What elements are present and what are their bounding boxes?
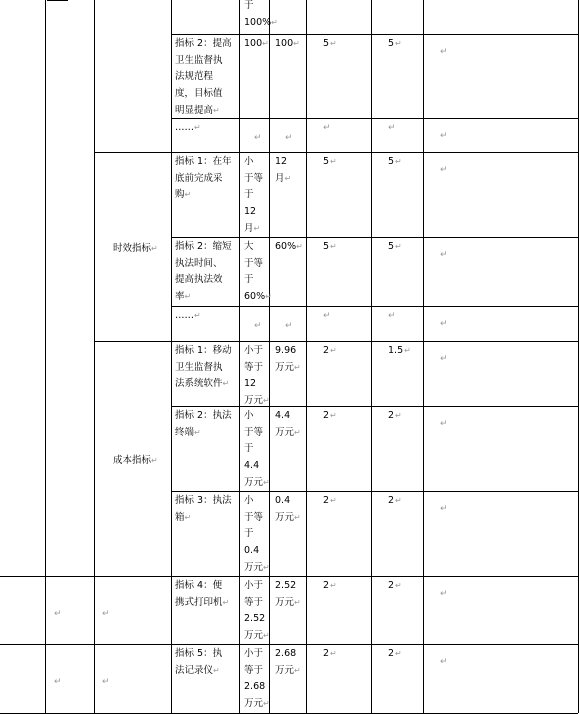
target-value [244, 408, 270, 491]
obtained-score-text: 1.5 [388, 345, 404, 356]
indicator-name-line: 指标 3：执法 [175, 495, 232, 506]
paragraph-mark: ↵ [330, 39, 337, 48]
paragraph-mark: ↵ [151, 244, 158, 253]
note-cell-text: ↵ [440, 131, 448, 141]
actual-value-line: 0.4 [275, 495, 291, 506]
cell-border-v [171, 0, 172, 713]
paragraph-mark: ↵ [330, 411, 337, 420]
weight-score [323, 154, 337, 170]
category-label-timeliness [113, 240, 158, 254]
indicator-name-line: 法记录仪↵ [175, 664, 220, 676]
weight-score [323, 408, 337, 424]
actual-value [285, 318, 293, 334]
obtained-score-text: 2 [388, 580, 395, 591]
indicator-name [175, 36, 232, 119]
indicator-name-line: 底前完成采 [175, 172, 223, 184]
paragraph-mark: ↵ [294, 665, 301, 675]
indicator-name [175, 408, 232, 441]
obtained-score [388, 36, 402, 52]
target-value-line: 大 [244, 241, 254, 252]
indicator-name-line: ……↵ [175, 310, 201, 321]
paragraph-mark: ↵ [263, 631, 270, 641]
left-cell-mark-text: ↵ [54, 677, 62, 687]
target-value-line: 万元↵ [244, 395, 270, 407]
paragraph-mark: ↵ [213, 105, 220, 115]
cell-border-h [171, 237, 578, 238]
indicator-name-line: 指标 2：执法 [175, 410, 232, 421]
target-value-line: 小于 [244, 345, 264, 356]
indicator-name-line: 指标 4：便 [175, 580, 223, 591]
note-cell-text: ↵ [440, 250, 448, 260]
target-value-line: 于 [244, 443, 254, 455]
actual-value [275, 343, 301, 376]
paragraph-mark: ↵ [263, 477, 270, 487]
indicator-name-line: 率↵ [175, 291, 192, 303]
paragraph-mark: ↵ [222, 597, 230, 607]
indicator-name [175, 120, 201, 137]
paragraph-mark: ↵ [395, 157, 402, 166]
target-value-line: 等于 [244, 664, 264, 676]
note-cell [440, 501, 448, 517]
note-cell-text: ↵ [440, 657, 448, 667]
indicator-name-line: 明显提高↵ [175, 104, 220, 116]
weight-score-text: 5 [323, 241, 330, 252]
cell-border-v [239, 0, 240, 713]
actual-value-line: 9.96 [275, 345, 297, 356]
note-cell-text: ↵ [440, 589, 448, 599]
target-value [244, 578, 270, 645]
target-value-line: 60%↵ [244, 291, 272, 303]
obtained-score [388, 408, 402, 424]
paragraph-mark: ↵ [194, 311, 201, 320]
indicator-name-line: 法系统软件↵ [175, 378, 230, 390]
paragraph-mark: ↵ [294, 597, 301, 607]
note-cell [440, 416, 448, 432]
indicator-name-line: 提高执法效 [175, 274, 223, 286]
note-cell [440, 44, 448, 60]
left-cell-mark [102, 674, 110, 690]
left-cell-mark [54, 674, 62, 690]
paragraph-mark: ↵ [395, 411, 402, 420]
weight-score [323, 493, 337, 509]
target-value [244, 239, 272, 306]
indicator-name-line: 卫生监督执 [175, 54, 223, 66]
target-value-line: 100↵ [244, 38, 269, 49]
category-label-text: 成本指标 [113, 455, 152, 466]
cell-border-h [171, 118, 578, 119]
top-cell-edge [47, 0, 68, 1]
indicator-name [175, 343, 232, 393]
obtained-score [388, 120, 396, 136]
paragraph-mark: ↵ [296, 242, 303, 251]
target-value-line: 2.68 [244, 681, 266, 693]
indicator-name-line: ……↵ [175, 122, 201, 133]
target-value [254, 130, 262, 146]
target-value-line: 小 [244, 495, 254, 506]
weight-score-text: 2 [323, 580, 330, 591]
weight-score [323, 343, 337, 359]
weight-score [323, 239, 337, 255]
paragraph-mark: ↵ [265, 292, 272, 302]
cell-border-h [171, 491, 578, 492]
actual-value-line: 月↵ [275, 172, 292, 184]
paragraph-mark: ↵ [184, 512, 192, 522]
indicator-name [175, 154, 232, 204]
indicator-name-line: 指标 5：执 [175, 648, 223, 659]
target-value [244, 154, 263, 237]
target-value-line: 万元↵ [244, 476, 270, 488]
actual-value-line: 60%↵ [275, 241, 303, 252]
paragraph-mark: ↵ [395, 649, 402, 658]
cell-border-h [171, 341, 578, 342]
weight-score-text: 2 [323, 495, 330, 506]
actual-value [275, 154, 291, 187]
weight-score-text: 5 [323, 156, 330, 167]
paragraph-mark: ↵ [330, 346, 337, 355]
paragraph-mark: ↵ [263, 562, 270, 572]
actual-value-line: 12 [275, 156, 288, 167]
note-cell-text: ↵ [440, 504, 448, 514]
paragraph-mark: ↵ [293, 39, 300, 48]
target-value-text: ↵ [254, 321, 262, 331]
obtained-score [388, 578, 402, 594]
indicator-name-line: 指标 1：在年 [175, 156, 232, 167]
obtained-score [388, 646, 402, 662]
paragraph-mark: ↵ [294, 512, 301, 522]
weight-score [323, 308, 331, 324]
target-value-line: 12 [244, 206, 257, 218]
paragraph-mark: ↵ [330, 242, 337, 251]
obtained-score-text: 5 [388, 38, 395, 49]
cell-border-v [94, 0, 95, 713]
actual-value-line: 万元↵ [275, 596, 301, 608]
actual-value [275, 36, 300, 53]
cell-border-v [423, 0, 424, 576]
left-cell-mark-text: ↵ [102, 609, 110, 619]
target-value-line: 小 [244, 410, 254, 421]
indicator-name [175, 308, 201, 325]
target-value-line: 12 [244, 378, 257, 390]
obtained-score-text: 5 [388, 156, 395, 167]
target-value-line: 100%↵ [244, 16, 278, 28]
obtained-score [388, 343, 411, 359]
actual-value-line: 万元↵ [275, 511, 301, 523]
obtained-score-text: ↵ [388, 123, 396, 133]
indicator-name-line: 法规范程 [175, 71, 214, 83]
paragraph-mark: ↵ [213, 665, 220, 675]
target-value-line: 于 [244, 0, 254, 11]
obtained-score [388, 308, 396, 324]
paragraph-mark: ↵ [294, 427, 301, 437]
actual-value-line: 100↵ [275, 38, 300, 49]
obtained-score-text: 5 [388, 241, 395, 252]
left-cell-mark [102, 606, 110, 622]
target-value-line: 2.52 [244, 613, 266, 625]
cell-border-h [171, 34, 578, 35]
actual-value [275, 578, 301, 611]
row-divider [0, 644, 578, 645]
target-value-line: 于等 [244, 172, 264, 184]
actual-value-line: 万元↵ [275, 664, 301, 676]
obtained-score [388, 493, 402, 509]
paragraph-mark: ↵ [222, 379, 230, 389]
indicator-name-line: 执法时间、 [175, 257, 223, 269]
obtained-score-text: 2 [388, 495, 395, 506]
target-value [244, 493, 270, 576]
weight-score [323, 36, 337, 52]
cell-border-h [171, 306, 578, 307]
paragraph-mark: ↵ [271, 17, 278, 27]
cell-border-v [371, 0, 372, 576]
weight-score [323, 646, 337, 662]
obtained-score [388, 154, 402, 170]
paragraph-mark: ↵ [330, 157, 337, 166]
indicator-name-line: 指标 2：提高 [175, 38, 232, 49]
category-divider [94, 152, 171, 153]
paragraph-mark: ↵ [395, 242, 402, 251]
actual-value-text: ↵ [285, 321, 293, 331]
indicator-name-line: 指标 2：缩短 [175, 241, 232, 252]
left-cell-mark [54, 606, 62, 622]
obtained-score-text: 2 [388, 648, 395, 659]
target-value [244, 343, 270, 410]
note-cell [440, 128, 448, 144]
target-value-line: 万元↵ [244, 630, 270, 642]
target-value [254, 318, 262, 334]
category-label-cost [113, 452, 158, 466]
target-value-line: 于 [244, 189, 254, 201]
paragraph-mark: ↵ [184, 190, 192, 200]
target-value-text: ↵ [254, 133, 262, 143]
target-value-line: 小于 [244, 648, 264, 659]
target-value-line: 万元↵ [244, 561, 270, 573]
note-cell [440, 351, 448, 367]
target-value-line: 等于 [244, 596, 264, 608]
note-cell [440, 316, 448, 332]
note-cell [440, 247, 448, 263]
indicator-name-line: 携式打印机↵ [175, 596, 230, 608]
target-value-line: 小 [244, 156, 254, 167]
paragraph-mark: ↵ [194, 427, 201, 437]
target-value-line: 小于 [244, 580, 264, 591]
target-value-line: 月↵ [244, 222, 261, 234]
target-value-line: 于等 [244, 511, 264, 523]
target-value-line: 等于 [244, 361, 264, 373]
actual-value-line: 4.4 [275, 410, 291, 421]
target-value-line: 4.4 [244, 460, 260, 472]
paragraph-mark: ↵ [262, 39, 269, 48]
weight-score-text: 2 [323, 648, 330, 659]
weight-score-text: 2 [323, 410, 330, 421]
indicator-name-line: 终端↵ [175, 426, 201, 438]
note-cell-text: ↵ [440, 319, 448, 329]
target-value-line: 0.4 [244, 545, 260, 557]
paragraph-mark: ↵ [395, 39, 402, 48]
left-cell-mark-text: ↵ [54, 609, 62, 619]
indicator-name [175, 239, 232, 306]
cell-border-v [45, 0, 46, 713]
target-value-line: 于等 [244, 426, 264, 438]
actual-value-line: 2.52 [275, 580, 297, 591]
paragraph-mark: ↵ [395, 496, 402, 505]
target-value-line: 于等 [244, 257, 264, 269]
paragraph-mark: ↵ [263, 396, 270, 406]
note-cell [440, 654, 448, 670]
paragraph-mark: ↵ [263, 699, 270, 709]
paragraph-mark: ↵ [404, 346, 411, 355]
indicator-name [175, 646, 222, 679]
left-cell-mark-text: ↵ [102, 677, 110, 687]
weight-score [323, 120, 331, 136]
target-value [244, 0, 278, 31]
note-cell-text: ↵ [440, 419, 448, 429]
actual-value [275, 493, 301, 526]
indicator-name [175, 578, 229, 611]
row-divider [0, 576, 578, 577]
target-value [244, 36, 269, 53]
weight-score [323, 578, 337, 594]
paragraph-mark: ↵ [330, 496, 337, 505]
target-value [244, 646, 270, 713]
target-value-line: 于 [244, 528, 254, 540]
target-value-line: 万元↵ [244, 698, 270, 710]
weight-score-text: 2 [323, 345, 330, 356]
category-divider [94, 341, 171, 342]
note-cell [440, 162, 448, 178]
paragraph-mark: ↵ [395, 581, 402, 590]
obtained-score [388, 239, 402, 255]
actual-value [275, 408, 301, 441]
weight-score-text: ↵ [323, 123, 331, 133]
actual-value-text: ↵ [285, 133, 293, 143]
indicator-name-line: 指标 1：移动 [175, 345, 232, 356]
weight-score-text: ↵ [323, 311, 331, 321]
actual-value [275, 239, 303, 256]
indicator-name-line: 箱↵ [175, 511, 192, 523]
paragraph-mark: ↵ [184, 292, 192, 302]
weight-score-text: 5 [323, 38, 330, 49]
target-value-line: 于 [244, 274, 254, 286]
indicator-name-line: 度，目标值 [175, 88, 223, 100]
actual-value [285, 130, 293, 146]
actual-value-line: 万元↵ [275, 361, 301, 373]
indicator-name-line: 卫生监督执 [175, 361, 223, 373]
actual-value-line: 2.68 [275, 648, 297, 659]
obtained-score-text: 2 [388, 410, 395, 421]
indicator-name-line: 购↵ [175, 189, 192, 201]
note-cell-text: ↵ [440, 47, 448, 57]
category-label-text: 时效指标 [113, 243, 152, 254]
actual-value-line: 万元↵ [275, 426, 301, 438]
cell-border-v [306, 0, 307, 576]
indicator-name [175, 493, 232, 526]
actual-value [275, 646, 301, 679]
paragraph-mark: ↵ [194, 123, 201, 132]
paragraph-mark: ↵ [294, 362, 301, 372]
paragraph-mark: ↵ [284, 173, 292, 183]
cell-border-h [171, 152, 578, 153]
paragraph-mark: ↵ [330, 649, 337, 658]
cell-border-h [171, 406, 578, 407]
paragraph-mark: ↵ [253, 223, 261, 233]
paragraph-mark: ↵ [330, 581, 337, 590]
note-cell [440, 586, 448, 602]
obtained-score-text: ↵ [388, 311, 396, 321]
paragraph-mark: ↵ [151, 456, 158, 465]
note-cell-text: ↵ [440, 165, 448, 175]
note-cell-text: ↵ [440, 354, 448, 364]
